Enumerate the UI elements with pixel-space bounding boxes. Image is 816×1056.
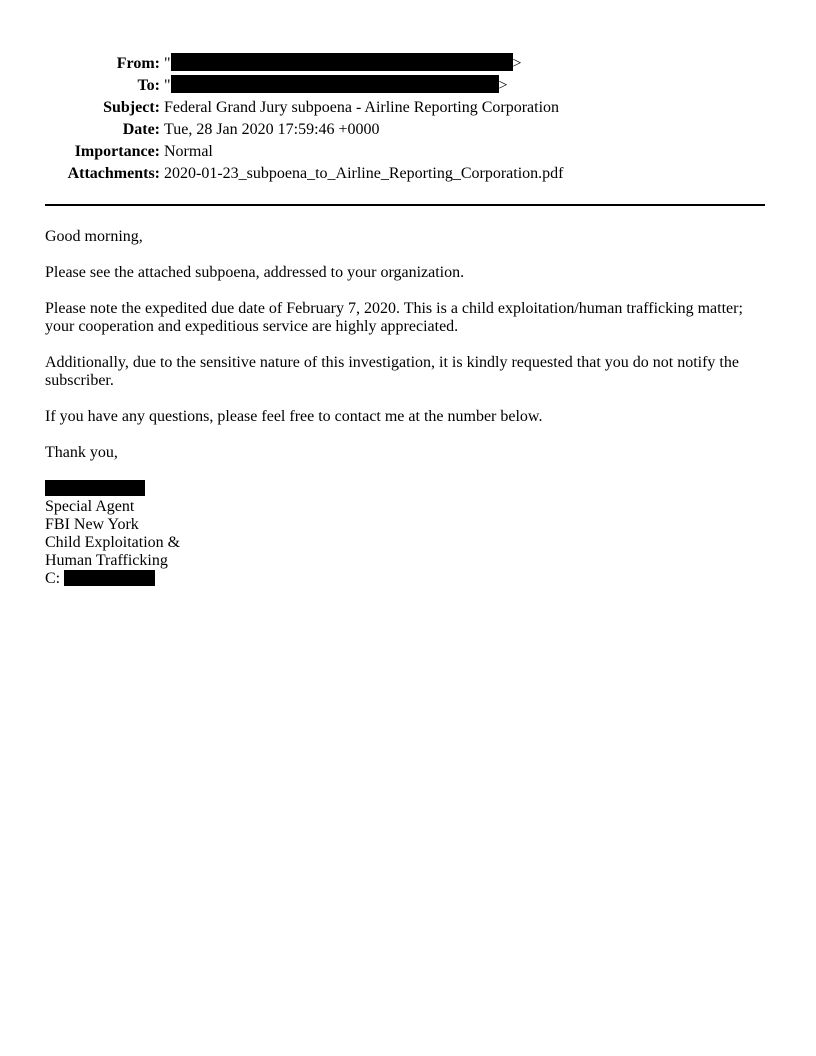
from-redaction — [171, 53, 513, 71]
date-value: Tue, 28 Jan 2020 17:59:46 +0000 — [164, 121, 380, 138]
signature-unit-line-1: Child Exploitation & — [45, 534, 181, 551]
from-value — [164, 53, 522, 75]
signature-unit-line-2: Human Trafficking — [45, 552, 168, 569]
importance-label: Importance: — [74, 143, 160, 160]
email-header — [0, 53, 816, 185]
from-label: From: — [116, 55, 160, 72]
from-suffix: > — [512, 55, 522, 72]
greeting: Good morning, — [45, 228, 143, 245]
signature-title: Special Agent — [45, 498, 135, 515]
signature-phone-line — [45, 570, 765, 588]
subject-label: Subject: — [103, 99, 160, 116]
body-paragraph: Please see the attached subpoena, addressed to your organization. — [45, 264, 465, 281]
to-quote: " — [164, 77, 171, 94]
date-label: Date: — [122, 121, 160, 138]
to-row — [0, 75, 816, 97]
importance-value: Normal — [164, 143, 213, 160]
from-row — [0, 53, 816, 75]
subject-row — [0, 97, 816, 119]
body-paragraph: Please note the expedited due date of February 7, 2020. This is a child exploitation/human trafficking matter; your cooperation and expeditious service are highly appreciated. — [45, 300, 743, 335]
to-redaction — [171, 75, 499, 93]
date-row — [0, 119, 816, 141]
name-redaction — [45, 480, 145, 496]
to-value — [164, 75, 508, 97]
signature-name-line — [45, 480, 765, 498]
attachments-row — [0, 163, 816, 185]
attachments-label: Attachments: — [67, 165, 160, 182]
from-quote: " — [164, 55, 171, 72]
header-divider — [45, 204, 765, 206]
importance-row — [0, 141, 816, 163]
signature-office: FBI New York — [45, 516, 139, 533]
to-label: To: — [137, 77, 160, 94]
phone-redaction — [64, 570, 155, 586]
email-body — [45, 228, 765, 588]
to-suffix: > — [498, 77, 508, 94]
body-paragraph: Additionally, due to the sensitive nature of this investigation, it is kindly requested that you do not notify the subscriber. — [45, 354, 739, 389]
subject-value: Federal Grand Jury subpoena - Airline Reporting Corporation — [164, 99, 560, 116]
closing: Thank you, — [45, 444, 118, 461]
signature-block — [45, 480, 765, 588]
cell-label: C: — [45, 570, 61, 587]
body-paragraph: If you have any questions, please feel free to contact me at the number below. — [45, 408, 543, 425]
attachment-file-link[interactable]: 2020-01-23_subpoena_to_Airline_Reporting_Corporation.pdf — [164, 165, 564, 182]
